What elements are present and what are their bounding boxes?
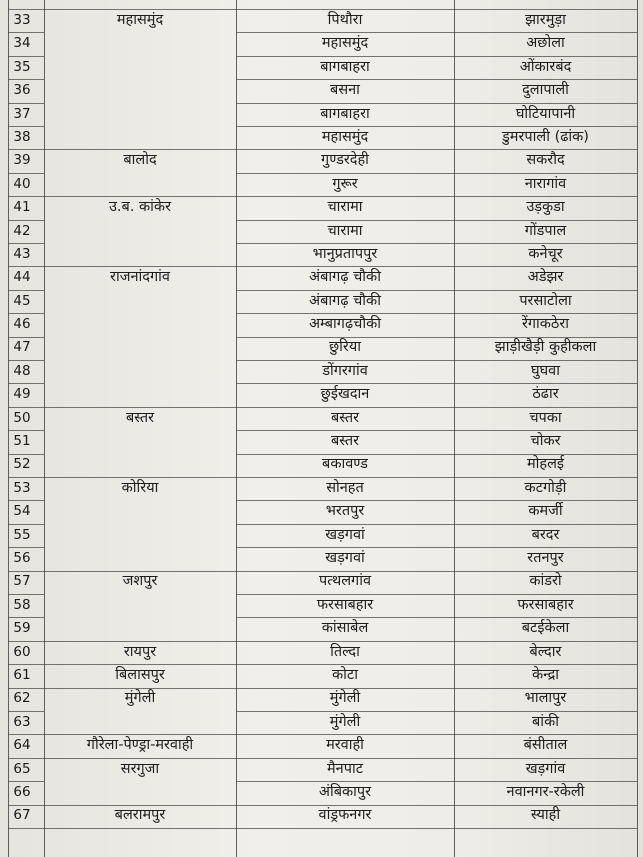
- village-cell: ओंकारबंद: [519, 58, 572, 75]
- district-cell: सरगुजा: [120, 760, 160, 777]
- village-cell: कांडरो: [529, 573, 562, 590]
- row-rule: [8, 547, 44, 548]
- block-cell: गुरूर: [332, 175, 358, 192]
- row-number: 40: [13, 175, 31, 192]
- district-cell: [44, 711, 236, 734]
- district-cell: [44, 220, 236, 243]
- block-cell: बकावण्ड: [322, 456, 368, 473]
- table-row: [0, 453, 643, 476]
- row-rule: [236, 32, 637, 33]
- district-cell: मुंगेली: [124, 690, 156, 707]
- district-cell: [44, 453, 236, 476]
- village-cell: खड़गांव: [525, 760, 566, 777]
- district-cell: उ.ब. कांकेर: [108, 199, 171, 216]
- district-cell: बिलासपुर: [115, 666, 165, 683]
- table-body: [0, 9, 643, 828]
- row-rule: [8, 243, 44, 244]
- table-row: [0, 407, 643, 430]
- village-cell: दुलापाली: [522, 82, 569, 99]
- village-cell: बंसीताल: [523, 737, 568, 754]
- row-rule: [236, 430, 637, 431]
- row-number: 49: [13, 386, 31, 403]
- row-number: 43: [13, 245, 31, 262]
- table-row: [0, 641, 643, 664]
- table-row: [0, 313, 643, 336]
- row-number: 52: [13, 456, 31, 473]
- district-cell: राजनांदगांव: [110, 269, 170, 286]
- block-cell: छुईखदान: [320, 386, 370, 403]
- village-cell: झाड़ीखैड़ी कुहीकला: [494, 339, 597, 356]
- row-rule: [8, 664, 637, 665]
- block-cell: फरसाबहार: [316, 596, 374, 613]
- row-rule: [236, 103, 637, 104]
- district-cell: [44, 617, 236, 640]
- block-cell: चारामा: [327, 199, 363, 216]
- table-row: [0, 430, 643, 453]
- row-rule: [8, 79, 44, 80]
- row-number: 48: [13, 362, 31, 379]
- row-rule: [236, 454, 637, 455]
- row-number: 65: [13, 760, 31, 777]
- row-number: 42: [13, 222, 31, 239]
- district-cell: [44, 781, 236, 804]
- village-cell: बरदर: [531, 526, 560, 543]
- row-rule: [8, 360, 44, 361]
- row-rule: [236, 617, 637, 618]
- district-cell: [44, 32, 236, 55]
- village-cell: कनेचूर: [528, 245, 563, 262]
- block-cell: वांड्रफनगर: [318, 807, 372, 824]
- row-rule: [8, 430, 44, 431]
- block-cell: अंबागढ़ चौकी: [309, 269, 381, 286]
- table-row: [0, 79, 643, 102]
- row-rule: [8, 266, 637, 267]
- table-row: [0, 711, 643, 734]
- row-rule: [236, 594, 637, 595]
- row-rule: [8, 688, 637, 689]
- village-cell: घुघवा: [531, 362, 560, 379]
- village-cell: कमर्जी: [528, 503, 563, 520]
- table-row: [0, 570, 643, 593]
- row-rule: [236, 313, 637, 314]
- block-cell: अंबिकापुर: [318, 783, 372, 800]
- row-number: 55: [13, 526, 31, 543]
- village-cell: बांकी: [532, 713, 559, 730]
- table-row: [0, 804, 643, 827]
- row-rule: [8, 617, 44, 618]
- row-rule: [8, 149, 637, 150]
- block-cell: कोटा: [332, 666, 358, 683]
- village-cell: रेंगाकठेरा: [521, 316, 570, 333]
- block-cell: भानुप्रतापपुर: [312, 245, 378, 262]
- block-cell: भरतपुर: [325, 503, 365, 520]
- row-rule: [8, 477, 637, 478]
- block-cell: बागबाहरा: [320, 58, 370, 75]
- district-cell: जशपुर: [122, 573, 158, 590]
- row-number: 62: [13, 690, 31, 707]
- village-cell: बटईकेला: [521, 620, 570, 637]
- village-cell: चोकर: [530, 433, 561, 450]
- row-rule: [236, 383, 637, 384]
- row-rule: [8, 711, 44, 712]
- row-number: 54: [13, 503, 31, 520]
- row-number: 56: [13, 549, 31, 566]
- district-cell: [44, 360, 236, 383]
- row-number: 44: [13, 269, 31, 286]
- row-rule: [236, 173, 637, 174]
- village-cell: बेल्दार: [529, 643, 562, 660]
- table-row: [0, 547, 643, 570]
- district-cell: [44, 524, 236, 547]
- row-rule: [8, 781, 44, 782]
- row-rule: [8, 758, 637, 759]
- district-cell: [44, 547, 236, 570]
- row-rule: [8, 828, 637, 829]
- village-cell: ठंढार: [532, 386, 559, 403]
- row-rule: [8, 524, 44, 525]
- table-row: [0, 9, 643, 32]
- district-cell: महासमुंद: [116, 12, 164, 28]
- village-cell: सकरौद: [526, 152, 565, 169]
- row-number: 38: [13, 128, 31, 145]
- row-number: 66: [13, 783, 31, 800]
- row-rule: [236, 711, 637, 712]
- village-cell: परसाटोला: [519, 292, 572, 309]
- village-cell: मोहलई: [526, 456, 565, 473]
- district-cell: गौरेला-पेण्ड्रा-मरवाही: [86, 737, 194, 754]
- block-cell: चारामा: [327, 222, 363, 239]
- district-cell: कोरिया: [121, 479, 159, 496]
- block-cell: डोंगरगांव: [322, 362, 368, 379]
- row-rule: [8, 103, 44, 104]
- row-rule: [8, 9, 637, 10]
- row-rule: [8, 290, 44, 291]
- row-rule: [236, 500, 637, 501]
- district-cell: [44, 594, 236, 617]
- block-cell: मुंगेली: [329, 690, 361, 707]
- block-cell: पिथौरा: [327, 12, 363, 28]
- table-row: [0, 664, 643, 687]
- table-row: [0, 524, 643, 547]
- row-number: 59: [13, 620, 31, 637]
- district-cell: [44, 313, 236, 336]
- district-cell: [44, 383, 236, 406]
- district-cell: रायपुर: [123, 643, 157, 660]
- block-cell: अम्बागढ़चौकी: [308, 316, 381, 333]
- table-row: [0, 734, 643, 757]
- block-cell: महासमुंद: [321, 35, 369, 52]
- row-rule: [8, 56, 44, 57]
- table-row: [0, 103, 643, 126]
- block-cell: महासमुंद: [321, 128, 369, 145]
- village-cell: अछोला: [526, 35, 565, 52]
- district-cell: [44, 430, 236, 453]
- village-cell: गोंडपाल: [524, 222, 567, 239]
- village-cell: अडेझर: [527, 269, 564, 286]
- block-cell: मुंगेली: [329, 713, 361, 730]
- village-cell: घोटियापानी: [515, 105, 576, 122]
- row-rule: [8, 313, 44, 314]
- row-number: 33: [13, 12, 31, 28]
- village-cell: उड़कुडा: [526, 199, 565, 216]
- district-cell: [44, 290, 236, 313]
- block-cell: अंबागढ़ चौकी: [309, 292, 381, 309]
- block-cell: छुरिया: [328, 339, 362, 356]
- row-number: 37: [13, 105, 31, 122]
- row-number: 58: [13, 596, 31, 613]
- row-rule: [8, 337, 44, 338]
- row-number: 47: [13, 339, 31, 356]
- table-row: [0, 781, 643, 804]
- row-rule: [236, 781, 637, 782]
- district-cell: बलरामपुर: [114, 807, 166, 824]
- district-cell: [44, 56, 236, 79]
- district-cell: बालोद: [123, 152, 157, 169]
- village-cell: भालापुर: [524, 690, 567, 707]
- row-rule: [8, 571, 637, 572]
- row-number: 60: [13, 643, 31, 660]
- row-rule: [8, 641, 637, 642]
- row-rule: [236, 126, 637, 127]
- block-cell: बस्तर: [330, 433, 360, 450]
- row-rule: [8, 126, 44, 127]
- row-rule: [8, 220, 44, 221]
- table-row: [0, 594, 643, 617]
- district-cell: [44, 126, 236, 149]
- district-cell: [44, 243, 236, 266]
- row-number: 41: [13, 199, 31, 216]
- row-number: 46: [13, 316, 31, 333]
- block-cell: बसना: [330, 82, 360, 99]
- row-rule: [8, 407, 637, 408]
- table-row: [0, 220, 643, 243]
- village-cell: फरसाबहार: [517, 596, 574, 613]
- table-row: [0, 758, 643, 781]
- row-rule: [8, 383, 44, 384]
- row-number: 34: [13, 35, 31, 52]
- row-rule: [8, 32, 44, 33]
- block-cell: मैनपाट: [326, 760, 364, 777]
- village-cell: कटगोड़ी: [524, 479, 567, 496]
- row-rule: [236, 524, 637, 525]
- table-row: [0, 149, 643, 172]
- district-cell: [44, 336, 236, 359]
- district-cell: [44, 103, 236, 126]
- village-cell: रतनपुर: [527, 549, 564, 566]
- row-rule: [236, 547, 637, 548]
- district-cell: [44, 173, 236, 196]
- row-rule: [236, 220, 637, 221]
- table-row: [0, 173, 643, 196]
- table-row: [0, 243, 643, 266]
- block-cell: खड़गवां: [325, 549, 365, 566]
- row-number: 36: [13, 82, 31, 99]
- table-row: [0, 500, 643, 523]
- row-number: 45: [13, 292, 31, 309]
- village-cell: झारमुड़ा: [525, 12, 566, 28]
- village-cell: स्याही: [530, 807, 561, 824]
- row-rule: [236, 290, 637, 291]
- village-cell: नारागांव: [524, 175, 567, 192]
- row-number: 64: [13, 737, 31, 754]
- district-cell: [44, 79, 236, 102]
- row-rule: [236, 56, 637, 57]
- table-row: [0, 32, 643, 55]
- row-rule: [236, 243, 637, 244]
- village-cell: केन्द्रा: [531, 666, 560, 683]
- block-cell: मरवाही: [326, 737, 364, 754]
- row-number: 61: [13, 666, 31, 683]
- village-cell: नवानगर-रकेली: [506, 783, 585, 800]
- row-rule: [8, 594, 44, 595]
- row-rule: [236, 360, 637, 361]
- row-number: 63: [13, 713, 31, 730]
- table-row: [0, 383, 643, 406]
- row-rule: [8, 734, 637, 735]
- row-number: 67: [13, 807, 31, 824]
- table-row: [0, 477, 643, 500]
- row-rule: [8, 196, 637, 197]
- table-row: [0, 687, 643, 710]
- table-row: [0, 336, 643, 359]
- row-rule: [8, 173, 44, 174]
- row-rule: [8, 500, 44, 501]
- row-rule: [236, 337, 637, 338]
- table-row: [0, 56, 643, 79]
- block-cell: बस्तर: [330, 409, 360, 426]
- row-number: 51: [13, 433, 31, 450]
- row-number: 39: [13, 152, 31, 169]
- row-number: 35: [13, 58, 31, 75]
- block-cell: बागबाहरा: [320, 105, 370, 122]
- table-row: [0, 290, 643, 313]
- table-row: [0, 266, 643, 289]
- row-rule: [236, 79, 637, 80]
- block-cell: कांसाबेल: [321, 620, 369, 637]
- district-cell: [44, 500, 236, 523]
- table-row: [0, 196, 643, 219]
- row-number: 50: [13, 409, 31, 426]
- block-cell: खड़गवां: [325, 526, 365, 543]
- block-cell: सोनहत: [326, 479, 364, 496]
- block-cell: तिल्दा: [330, 643, 360, 660]
- block-cell: गुण्डरदेही: [321, 152, 369, 169]
- row-rule: [8, 454, 44, 455]
- table-row: [0, 126, 643, 149]
- row-rule: [8, 805, 637, 806]
- village-cell: चपका: [529, 409, 562, 426]
- table-row: [0, 617, 643, 640]
- village-cell: डुमरपाली (ढांक): [502, 128, 589, 145]
- district-cell: बस्तर: [125, 409, 155, 426]
- table-row: [0, 360, 643, 383]
- row-number: 57: [13, 573, 31, 590]
- row-number: 53: [13, 479, 31, 496]
- block-cell: पत्थलगांव: [318, 573, 372, 590]
